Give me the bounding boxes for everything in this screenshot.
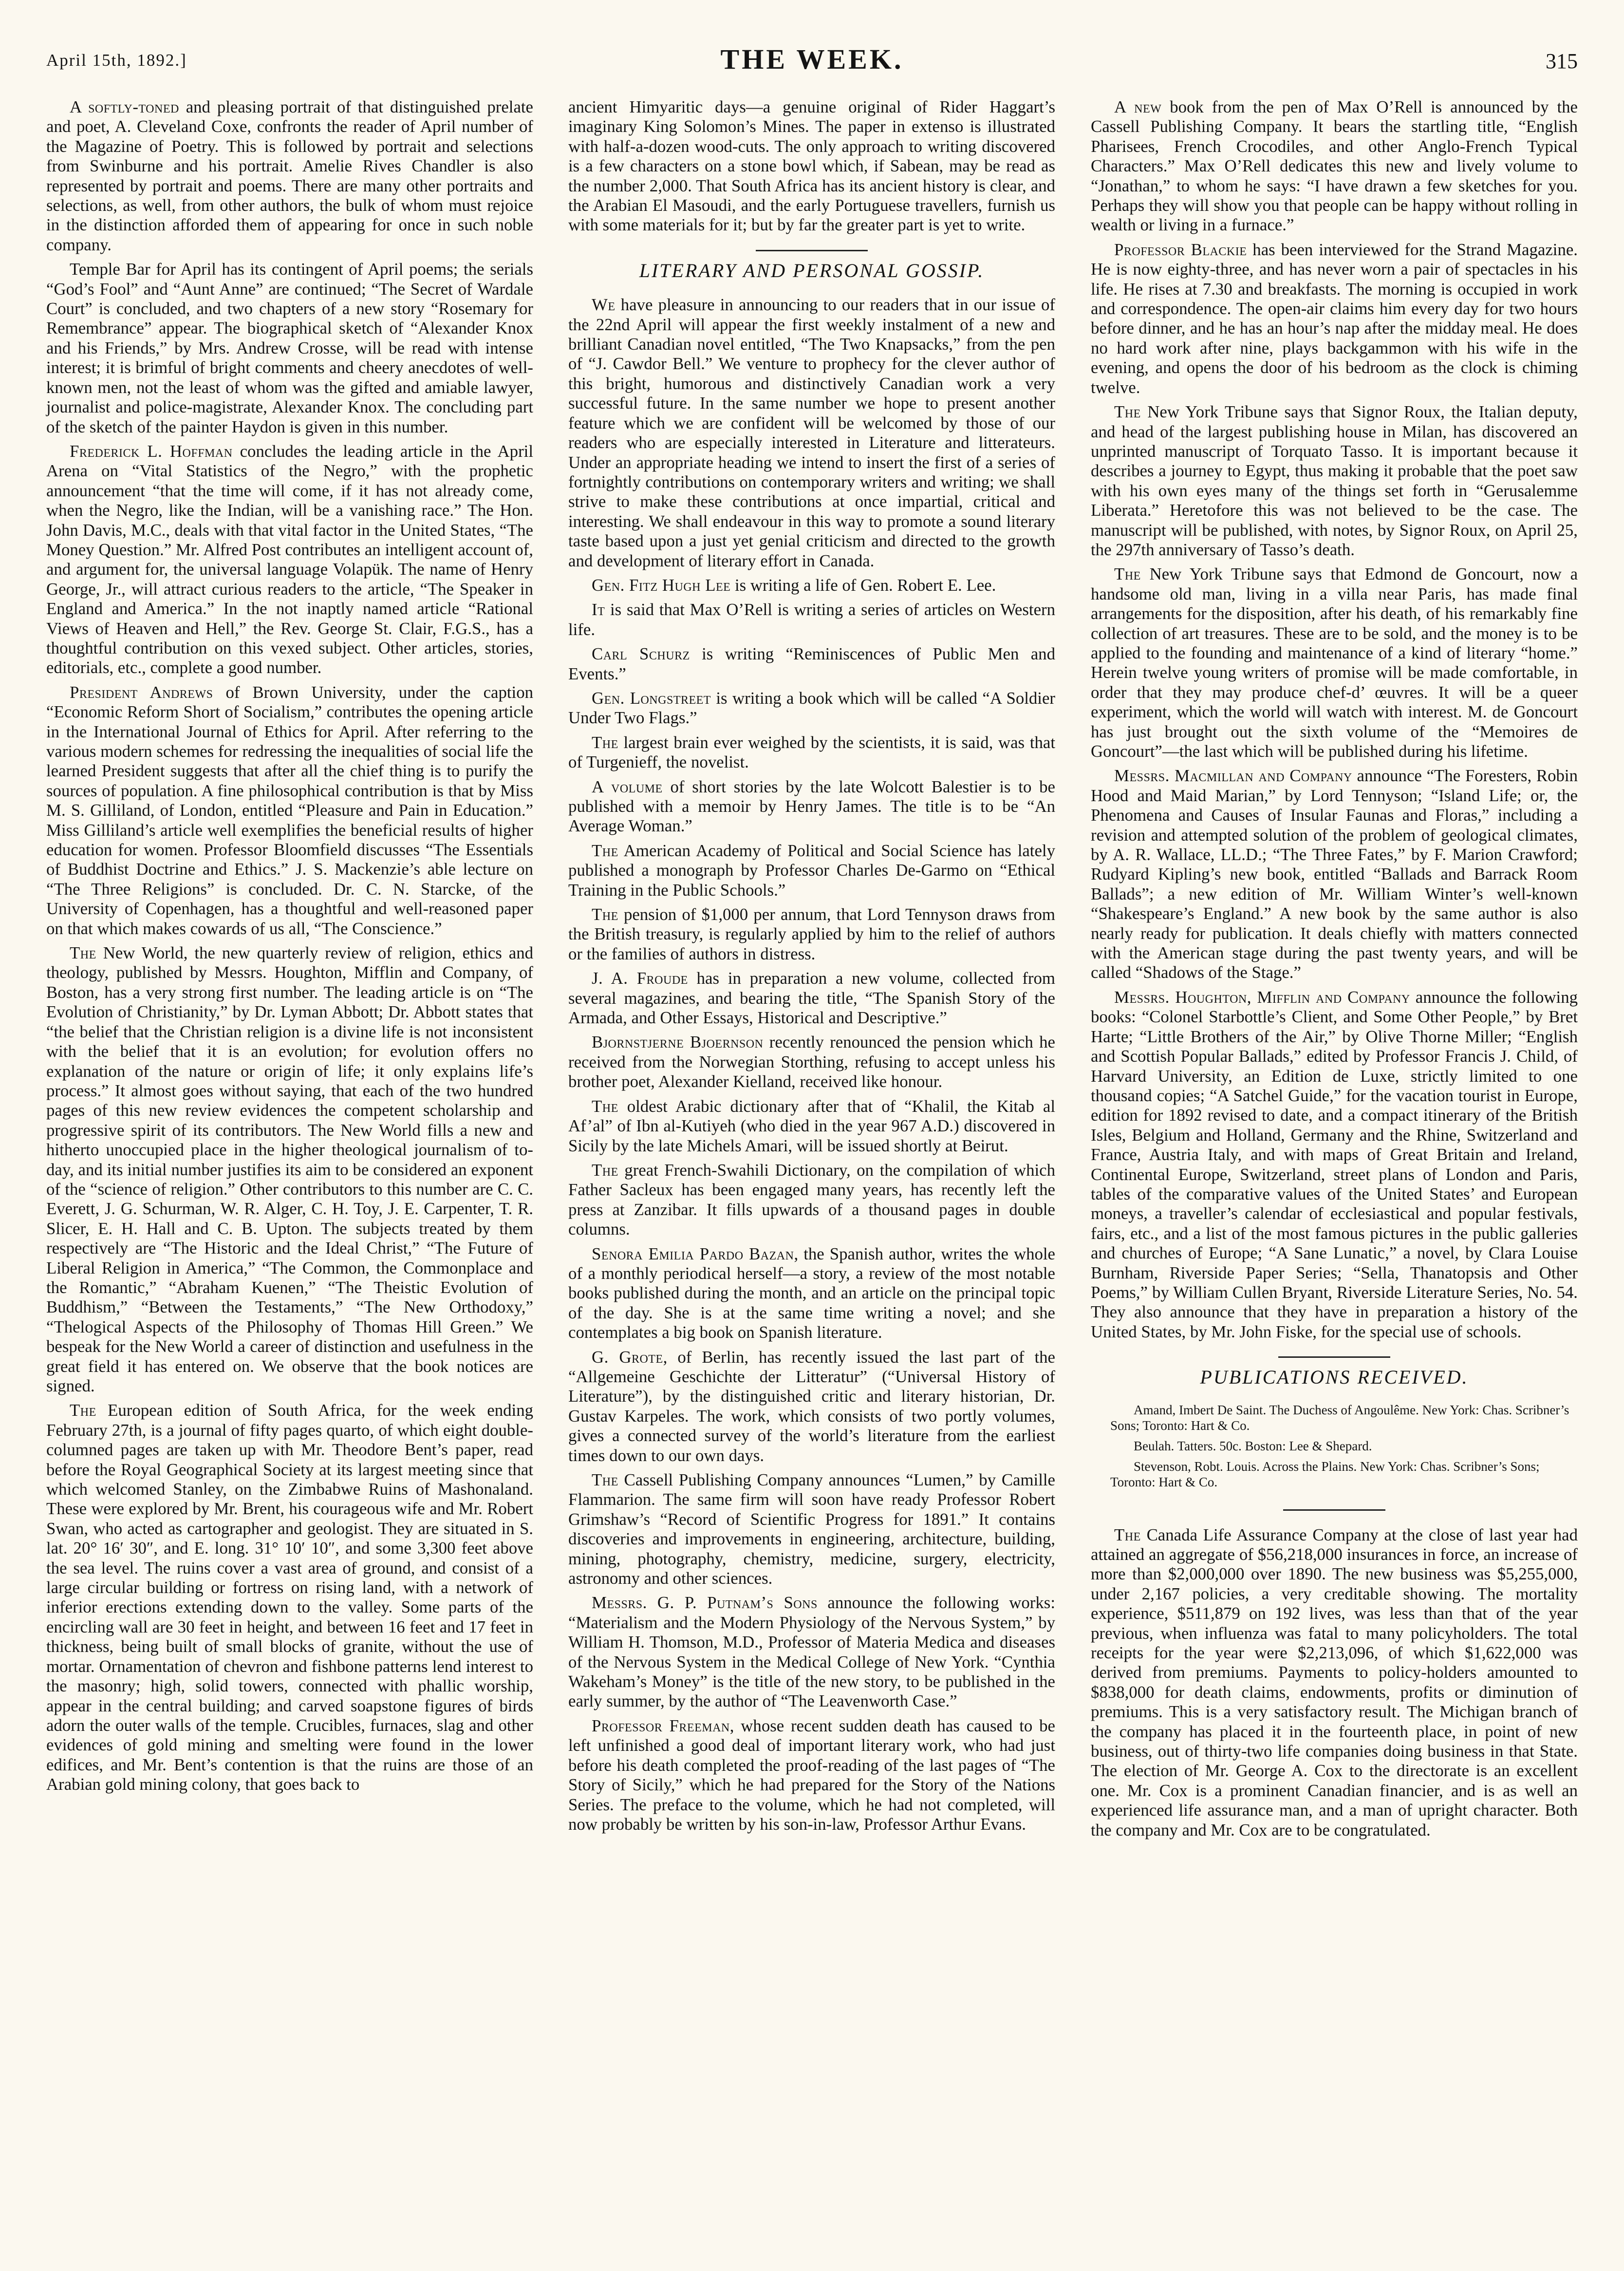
publication-entry: Beulah. Tatters. 50c. Boston: Lee & Shepard. (1134, 1438, 1372, 1453)
publication-entry: Stevenson, Robt. Louis. Across the Plains. New York: Chas. Scribner’s Sons; Toronto: Hart & Co. (1110, 1459, 1540, 1489)
column-1 (46, 97, 533, 1800)
issue-date: April 15th, 1892.] (46, 51, 187, 70)
gossip-item: Professor Freeman, whose recent sudden death has caused to be left unfinished a good deal of important literary work, who had just before his death completed the proof-reading of the last pages of “The Story of Sicily,” which he had prepared for the Story of the Nations Series. The preface to the volume, which he had not completed, will now probably be written by his son-in-law, Professor Arthur Evans. (568, 1716, 1055, 1834)
gossip-item: The New York Tribune says that Edmond de Goncourt, now a handsome old man, living in a villa near Paris, has made final arrangements for the disposition, after his death, of his remarkably fine collection of art treasures. These are to be sold, and the money is to be applied to the founding and maintenance of a kind of literary “home.” Herein twelve young writers of promise will be made comfortable, in order that they may produce chef-d’ œuvres. It will be a queer experiment, which the world will watch with interest. M. de Goncourt has just brought out the sixth volume of the “Memoires de Goncourt”—the last which will be published during his lifetime. (1091, 564, 1578, 761)
column-2 (568, 97, 1055, 1839)
section-heading: PUBLICATIONS RECEIVED. (1200, 1366, 1469, 1389)
gossip-item: We have pleasure in announcing to our readers that in our issue of the 22nd April will appear the first weekly instalment of a new and brilliant Canadian novel entitled, “The Two Knapsacks,” from the pen of “J. Cawdor Bell.” We venture to prophecy for the clever author of this bright, humorous and distinctively Canadian work a very successful future. In the same number we hope to present another feature which we are confident will be welcomed by those of our readers who are especially interested in Literature and litterateurs. Under an appropriate heading we intend to insert the first of a series of fortnightly contributions on contemporary writers and writing; we shall strive to make these contributions at once impartial, critical and interesting. We shall endeavour in this way to promote a sound literary taste based upon a just yet genial criticism and directed to the growth and development of literary effort in Canada. (568, 295, 1056, 570)
gossip-item: The Cassell Publishing Company announces “Lumen,” by Camille Flammarion. The same firm will soon have ready Professor Robert Grimshaw’s “Record of Scientific Progress for 1891.” It contains discoveries and improvements in engineering, architecture, building, mining, photography, chemistry, medicine, surgery, electricity, astronomy and other sciences. (568, 1470, 1055, 1588)
gossip-item: Messrs. G. P. Putnam’s Sons announce the following works: “Materialism and the Modern Physiology of the Nervous System,” by William H. Thomson, M.D., Professor of Materia Medica and diseases of the Nervous System in the Medical College of New York. “Cynthia Wakeham’s Money” is the title of the new story, to be published in the early summer, by the author of “The Leavenworth Case.” (568, 1593, 1055, 1711)
gossip-item: The American Academy of Political and Social Science has lately published a monograph by Professor Charles De-Garmo on “Ethical Training in the Public Schools.” (568, 841, 1055, 900)
article-paragraph: ancient Himyaritic days—a genuine original of Rider Haggart’s imaginary King Solomon’s Mines. The paper in extenso is illustrated with half-a-dozen wood-cuts. The only approach to writing discovered is a few characters on a stone bowl which, if Sabean, may be read as the number 2,000. That South Africa has its ancient history is clear, and the Arabian El Masoudi, and the early Portuguese travellers, furnish us with some materials for it; but by far the greater part is yet to write. (568, 97, 1055, 235)
article-paragraph: The New World, the new quarterly review of religion, ethics and theology, published by Messrs. Houghton, Mifflin and Company, of Boston, has a very strong first number. The leading article is on “The Evolution of Christianity,” by Dr. Lyman Abbott; Dr. Abbott states that “the belief that the Christian religion is a divine life is not inconsistent with the belief that it is an evolution; for evolution offers no explanation of the nature or origin of life; it only explains life’s process.” It almost goes without saying, that each of the two hundred pages of this new review evidences the competent scholarship and progressive spirit of its contributors. The New World fills a new and hitherto unoccupied place in the higher theological journalism of to-day, and its initial number justifies its aim to be considered an exponent of the “science of religion.” Other contributors to this number are C. C. Everett, J. G. Schurman, W. R. Alger, C. H. Toy, J. E. Carpenter, T. R. Slicer, E. H. Hall and C. B. Upton. The subjects treated by them respectively are “The Historic and the Ideal Christ,” “The Future of Liberal Religion in America,” “The Common, the Commonplace and the Romantic,” “Abraham Kuenen,” “The Theistic Evolution of Buddhism,” “Between the Testaments,” “The New Orthodoxy,” “Thelogical Aspects of the Philosophy of Thomas Hill Green.” We bespeak for the New World a career of distinction and usefulness in the great field it has entered on. We observe that the book notices are signed. (46, 943, 534, 1395)
section-divider (756, 250, 868, 251)
gossip-item: Messrs. Macmillan and Company announce “The Foresters, Robin Hood and Maid Marian,” by Lord Tennyson; “Island Life; or, the Phenomena and Causes of Insular Faunas and Floras,” including a revision and attempted solution of the problem of geological climates, by A. R. Wallace, LL.D.; “The Three Fates,” by F. Marion Crawford; Rudyard Kipling’s new book, entitled “Ballads and Barrack Room Ballads”; a new edition of Mr. William Winter’s well-known “Shakespeare’s England.” A new book by the same author is also nearly ready for publication. It deals chiefly with matters connected with the American stage during the past twenty years, and will be called “Shadows of the Stage.” (1091, 766, 1578, 982)
gossip-item: Messrs. Houghton, Mifflin and Company announce the following books: “Colonel Starbottle’s Client, and Some Other People,” by Bret Harte; “Little Brothers of the Air,” by Olive Thorne Miller; “English and Scottish Popular Ballads,” edited by Professor Francis J. Child, of Harvard University, an Edition de Luxe, strictly limited to one thousand copies; “A Satchel Guide,” for the vacation tourist in Europe, edition for 1892 revised to date, and a compact itinerary of the British Isles, Belgium and Holland, Germany and the Rhine, Switzerland and France, Austria Italy, and with maps of Great Britain and Ireland, Continental Europe, Switzerland, street plans of London and Paris, tables of the comparative values of the United States’ and European moneys, a traveller’s calendar of ecclesiastical and popular festivals, fairs, etc., and a list of the most famous pictures in the public galleries and churches of Europe; “A Sane Lunatic,” a novel, by Clara Louise Burnham, Riverside Paper Series; “Sella, Thanatopsis and Other Poems,” by William Cullen Bryant, Riverside Literature Series, No. 54. They also announce that they have in preparation a history of the United States, by Mr. John Fiske, for the special use of schools. (1091, 987, 1578, 1341)
gossip-item: Carl Schurz is writing “Reminiscences of Public Men and Events.” (568, 644, 1055, 683)
gossip-item: Gen. Longstreet is writing a book which will be called “A Soldier Under Two Flags.” (568, 688, 1055, 728)
gossip-item: The New York Tribune says that Signor Roux, the Italian deputy, and head of the largest publishing house in Milan, has discovered an unprinted manuscript of Torquato Tasso. It is important because it describes a journey to Egypt, thus making it probable that the poet saw with his own eyes many of the things set forth in “Gerusalemme Liberata.” Heretofore this was not believed to be the case. The manuscript will be published, with notes, by Signor Roux, on April 25, the 297th anniversary of Tasso’s death. (1091, 402, 1578, 559)
gossip-item: Bjornstjerne Bjoernson recently renounced the pension which he received from the Norwegian Storthing, refusing to accept unless his brother poet, Alexander Kielland, received like honour. (568, 1032, 1055, 1091)
article-paragraph: The Canada Life Assurance Company at the close of last year had attained an aggregate of $56,218,000 insurances in force, an increase of more than $2,000,000 over 1890. The new business was $5,255,000, under 2,167 policies, a very creditable showing. The mortality experience, $511,879 on 192 lives, was less than that of the year previous, when influenza was fatal to many policyholders. The total receipts for the year were $2,213,096, of which $1,622,000 was derived from premiums. Payments to policy-holders amounted to $838,000 for death claims, endowments, profits or diminution of premiums. This is a very satisfactory result. The Michigan branch of the company has placed it in the fourteenth place, in point of new business, out of thirty-two life companies doing business in that State. The election of Mr. George A. Cox to the directorate is an excellent one. Mr. Cox is a prominent Canadian financier, and is as well an experienced life assurance man, and a man of upright character. Both the company and Mr. Cox are to be congratulated. (1091, 1525, 1578, 1839)
publication-entry: Amand, Imbert De Saint. The Duchess of Angoulême. New York: Chas. Scribner’s Sons; Toronto: Hart & Co. (1110, 1402, 1569, 1433)
gossip-item: The largest brain ever weighed by the scientists, it is said, was that of Turgenieff, the novelist. (568, 732, 1056, 772)
article-paragraph: Temple Bar for April has its contingent of April poems; the serials “God’s Fool” and “Aunt Anne” are continued; “The Secret of Wardale Court” is concluded, and two chapters of a new story “Rosemary for Remembrance” appear. The biographical sketch of “Alexander Knox and his Friends,” by Mrs. Andrew Crosse, will be read with intense interest; it is brimful of bright comments and cheery anecdotes of well-known men, not the least of whom was the gifted and amiable lawyer, journalist and police-magistrate, Alexander Knox. The concluding part of the sketch of the painter Haydon is given in this number. (46, 260, 533, 436)
gossip-item: G. Grote, of Berlin, has recently issued the last part of the “Allgemeine Geschichte der Litteratur” (“Universal History of Literature”), by the distinguished critic and literary historian, Dr. Gustav Karpeles. The work, which consists of two portly volumes, gives a connected survey of the world’s literature from the earliest times down to our own days. (568, 1347, 1055, 1465)
page-header (46, 43, 1578, 82)
gossip-item: It is said that Max O’Rell is writing a series of articles on Western life. (568, 600, 1055, 639)
masthead-title: THE WEEK. (720, 43, 904, 75)
gossip-item: The pension of $1,000 per annum, that Lord Tennyson draws from the British treasury, is regularly applied by him to the relief of authors or the families of authors in distress. (568, 905, 1056, 963)
section-divider (1283, 1509, 1385, 1511)
gossip-item: Senora Emilia Pardo Bazan, the Spanish author, writes the whole of a monthly periodical herself—a story, a review of the most notable books published during the month, and an article on the principal topic of the day. She is at the same time writing a novel; and she contemplates a big book on Spanish literature. (568, 1244, 1055, 1342)
section-heading: LITERARY AND PERSONAL GOSSIP. (639, 259, 985, 282)
column-3 (1091, 97, 1578, 1845)
article-paragraph: A softly-toned and pleasing portrait of that distinguished prelate and poet, A. Cleveland Coxe, confronts the reader of April number of the Magazine of Poetry. This is followed by portrait and selections from Swinburne and his portrait. Amelie Rives Chandler is also represented by portrait and poems. There are many other portraits and selections, as well, from other authors, the bulk of whom must rejoice in the distinction afforded them of appearing for once in such noble company. (46, 97, 533, 254)
article-paragraph: Frederick L. Hoffman concludes the leading article in the April Arena on “Vital Statistics of the Negro,” with the prophetic announcement “that the time will come, if it has not already come, when the Negro, like the Indian, will be a vanishing race.” The Hon. John Davis, M.C., deals with that vital factor in the United States, “The Money Question.” Mr. Alfred Post contributes an intelligent account of, and argument for, the universal language Volapük. The name of Henry George, Jr., will attract curious readers to the article, “The Speaker in England and America.” In the not inaptly named article “Rational Views of Heaven and Hell,” the Rev. George St. Clair, F.G.S., has a thoughtful contribution on this vexed subject. Other articles, stories, editorials, etc., complete a good number. (46, 441, 533, 677)
gossip-item: The oldest Arabic dictionary after that of “Khalil, the Kitab al Af’al” of Ibn al-Kutiyeh (who died in the year 967 A.D.) discovered in Sicily by the late Michels Amari, will be issued shortly at Beirut. (568, 1096, 1055, 1155)
article-paragraph: President Andrews of Brown University, under the caption “Economic Reform Short of Socialism,” contributes the opening article in the International Journal of Ethics for April. After referring to the various modern schemes for redressing the inequalities of social life the learned President suggests that after all the chief thing is to purify the sources of population. A fine philosophical contribution is that by Miss M. S. Gilliland, of London, entitled “Pleasure and Pain in Education.” Miss Gilliland’s article well exemplifies the beneficial results of higher education for women. Professor Bloomfield discusses “The Essentials of Buddhist Doctrine and Ethics.” J. S. Mackenzie’s able lecture on “The Three Religions” is concluded. Dr. C. N. Starcke, of the University of Copenhagen, has a thoughtful and well-reasoned paper on that which makes cowards of us all, “The Conscience.” (46, 682, 533, 938)
page-number: 315 (1546, 49, 1578, 73)
section-divider (1278, 1356, 1390, 1358)
article-paragraph: The European edition of South Africa, for the week ending February 27th, is a journal of fifty pages quarto, of which eight double-columned pages are taken up with Mr. Theodore Bent’s paper, read before the Royal Geographical Society at its largest meeting since that which welcomed Stanley, on the Zimbabwe Ruins of Mashonaland. These were explored by Mr. Brent, his courageous wife and Mr. Robert Swan, who acted as cartographer and geologist. They are situated in S. lat. 20° 16′ 30″, and E. long. 31° 10′ 10″, and some 3,300 feet above the sea level. The ruins cover a vast area of ground, and consist of a large circular building or fortress on rising land, with a network of inferior erections extending down to the valley. Some parts of the encircling wall are 30 feet in height, and between 16 feet and 17 feet in thickness, being built of small blocks of granite, without the use of mortar. Ornamentation of chevron and fishbone patterns lend interest to the masonry; high, solid towers, connected with phallic worship, appear in the central building; and carved soapstone figures of birds adorn the outer walls of the temple. Crucibles, furnaces, slag and other evidences of gold mining and smelting were found in the lower edifices, and Mr. Bent’s contention is that the ruins are those of an Arabian gold mining colony, that goes back to (46, 1401, 533, 1794)
gossip-item: Gen. Fitz Hugh Lee is writing a life of Gen. Robert E. Lee. (592, 575, 996, 595)
gossip-item: Professor Blackie has been interviewed for the Strand Magazine. He is now eighty-three, and has never worn a pair of spectacles in his life. He rises at 7.30 and breakfasts. The morning is occupied in work and correspondence. The open-air claims him every day for two hours before dinner, and he has an hour’s nap after the midday meal. He does no hard work after nine, plays backgammon with his wife in the evening, and opens the door of his bedroom as the clock is chiming twelve. (1091, 240, 1578, 397)
gossip-item: J. A. Froude has in preparation a new volume, collected from several magazines, and bearing the title, “The Spanish Story of the Armada, and Other Essays, Historical and Descriptive.” (568, 969, 1055, 1028)
gossip-item: A volume of short stories by the late Wolcott Balestier is to be published with a memoir by Henry James. The title is to be “An Average Woman.” (568, 777, 1055, 836)
gossip-item: A new book from the pen of Max O’Rell is announced by the Cassell Publishing Company. It bears the startling title, “English Pharisees, French Crocodiles, and other Anglo-French Typical Characters.” Max O’Rell dedicates this new and lively volume to “Jonathan,” to whom he says: “I have drawn a few sketches for you. Perhaps they will show you that people can be happy without rolling in wealth or living in a furnace.” (1091, 97, 1578, 235)
gossip-item: The great French-Swahili Dictionary, on the compilation of which Father Sacleux has been engaged many years, has recently left the press at Zanzibar. It fills upwards of a thousand pages in double columns. (568, 1160, 1055, 1239)
